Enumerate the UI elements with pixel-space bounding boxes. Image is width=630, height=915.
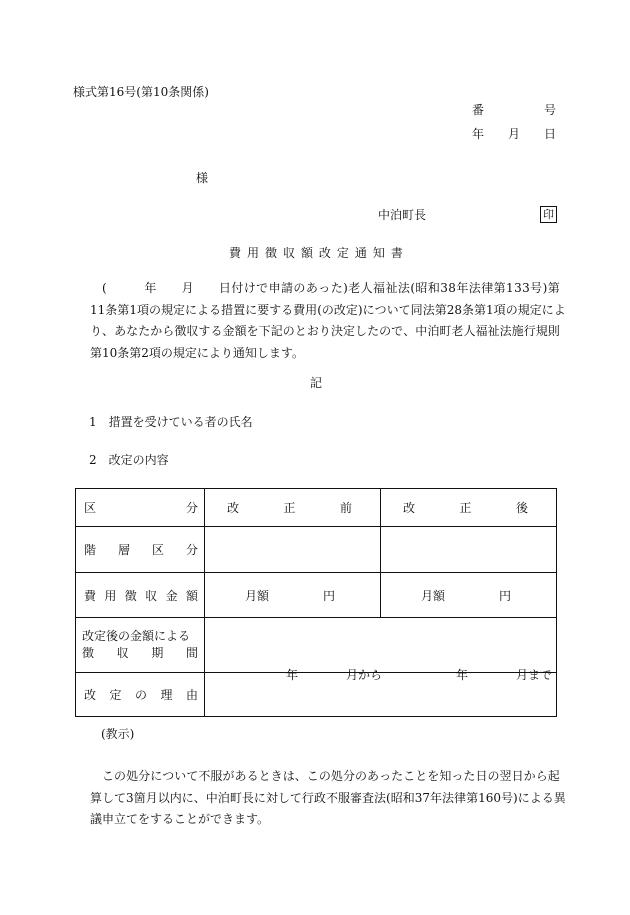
recipient-suffix: 様 bbox=[196, 171, 209, 185]
notice-paragraph bbox=[90, 766, 566, 831]
item-1: 1 措置を受けている者の氏名 bbox=[89, 415, 253, 429]
header-before: 改 正 前 bbox=[205, 489, 381, 527]
notice-line: 算 し て 3 箇 月 以 内 に 、 中 泊 町 長 に 対 し て 行 政 不 服 審 査 法 ( 昭 和 3 7 年 法 律 第 1 6 0 号 ) に よ る 異 bbox=[90, 790, 566, 805]
body-line: 第10条第2項の規定により通知します。 bbox=[90, 345, 304, 360]
body-line: 1 1 条 第 1 項 の 規 定 に よ る 措 置 に 要 す る 費 用 ( の 改 定 ) に つ い て 同 法 第 2 8 条 第 1 項 の 規 定 に よ bbox=[90, 302, 566, 317]
body-line: ( 年 月 日 付 け で 申 請 の あ っ た ) 老 人 福 祉 法 ( 昭 和 3 8 年 法 律 第 1 3 3 号 ) 第 bbox=[102, 281, 560, 295]
notice-line: 議申立てをすることができます。 bbox=[90, 812, 270, 826]
period-cell[interactable]: 年 月から 年 月まで bbox=[205, 618, 557, 673]
sender-name: 中泊町長 bbox=[378, 208, 427, 222]
body-line: り 、 あ な た か ら 徴 収 す る 金 額 を 下 記 の と お り 決 定 し た の で 、 中 泊 町 老 人 福 祉 法 施 行 規 則 bbox=[90, 324, 560, 338]
class-after-cell[interactable] bbox=[381, 527, 557, 573]
reason-cell[interactable] bbox=[205, 673, 557, 717]
class-before-cell[interactable] bbox=[205, 527, 381, 573]
body-paragraph bbox=[90, 278, 566, 364]
header-after: 改 正 後 bbox=[381, 489, 557, 527]
date-line: 年 月 日 bbox=[472, 127, 556, 141]
amount-before-cell[interactable]: 月額 円 bbox=[205, 573, 381, 618]
amount-after-cell[interactable]: 月額 円 bbox=[381, 573, 557, 618]
row-amount-label: 費 用 徴 収 金 額 bbox=[76, 573, 205, 618]
form-number: 様式第16号(第10条関係) bbox=[73, 85, 209, 99]
notice-label: (教示) bbox=[101, 727, 135, 741]
notice-line: こ の 処 分 に つ い て 不 服 が あ る と き は 、 こ の 処 分 の あ っ た こ と を 知 っ た 日 の 翌 日 か ら 起 bbox=[102, 769, 560, 783]
row-period-label: 改定後の金額による 徴 収 期 間 bbox=[76, 618, 205, 673]
revision-table bbox=[75, 488, 557, 717]
item-2: 2 改定の内容 bbox=[89, 453, 169, 467]
ki-heading: 記 bbox=[310, 376, 323, 390]
header-category: 区 分 bbox=[76, 489, 205, 527]
number-line: 番 号 bbox=[472, 103, 556, 117]
seal-mark: 印 bbox=[540, 206, 557, 223]
row-class-label: 階 層 区 分 bbox=[76, 527, 205, 573]
row-reason-label: 改 定 の 理 由 bbox=[76, 673, 205, 717]
document-title: 費 用 徴 収 額 改 定 通 知 書 bbox=[229, 246, 403, 260]
